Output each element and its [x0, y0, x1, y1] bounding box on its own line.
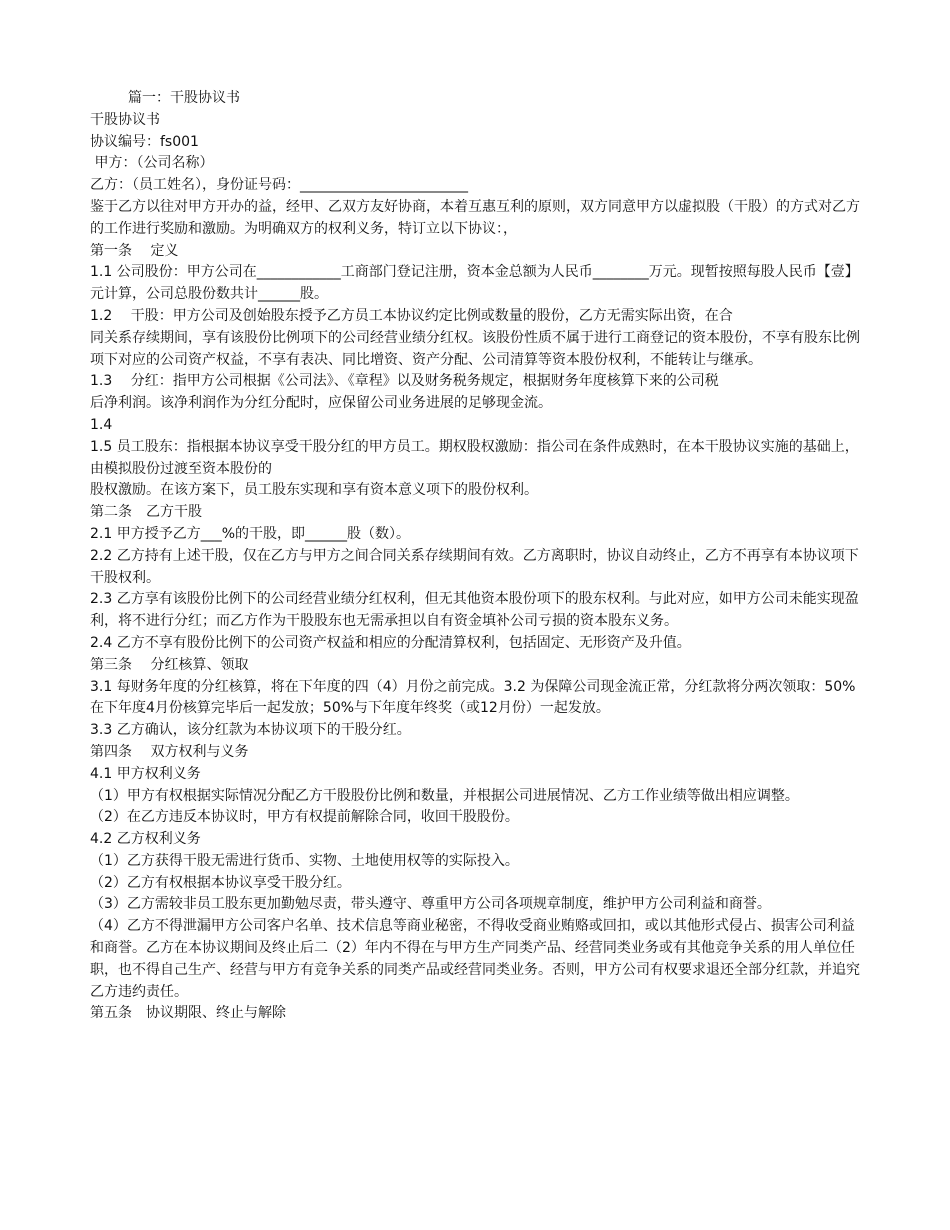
paragraph: 2.3 乙方享有该股份比例下的公司经营业绩分红权利，但无其他资本股份项下的股东权利。与此对应，如甲方公司未能实现盈利，将不进行分红；而乙方作为干股股东也无需承担以自有资金填补公司亏损的资本股东义务。 [90, 591, 859, 630]
paragraph: （2）在乙方违反本协议时，甲方有权提前解除合同，收回干股股份。 [90, 809, 519, 826]
paragraph: 4.1 甲方权利义务 [90, 765, 201, 782]
paragraph: 第一条 定义 [90, 242, 179, 259]
paragraph: 2.2 乙方持有上述干股，仅在乙方与甲方之间合同关系存续期间有效。乙方离职时，协议自动终止，乙方不再享有本协议项下干股权利。 [90, 547, 859, 586]
paragraph: （4）乙方不得泄漏甲方公司客户名单、技术信息等商业秘密，不得收受商业贿赂或回扣，或以其他形式侵占、损害公司利益和商誉。乙方在本协议期间及终止后二（2）年内不得在与甲方生产同类产品、经营同类业务或有其他竞争关系的用人单位任职，也不得自己生产、经营与甲方有竞争关系的同类产品或经营同类业务。否则，甲方公司有权要求退还全部分红款，并追究乙方违约责任。 [90, 918, 860, 1000]
document-title: 干股协议书 [90, 111, 160, 128]
paragraph: 第四条 双方权利与义务 [90, 743, 249, 760]
paragraph: （1）乙方获得干股无需进行货币、实物、土地使用权等的实际投入。 [90, 852, 519, 869]
paragraph: 第五条 协议期限、终止与解除 [90, 1005, 286, 1022]
paragraph: 3.3 乙方确认，该分红款为本协议项下的干股分红。 [90, 722, 411, 739]
paragraph: 乙方：（员工姓名），身份证号码：________________________ [90, 177, 468, 194]
document-page [90, 88, 862, 1025]
paragraph: 1.3 分红：指甲方公司根据《公司法》、《章程》以及财务税务规定，根据财务年度核算下来的公司税 [90, 373, 719, 390]
paragraph: 后净利润。该净利润作为分红分配时，应保留公司业务进展的足够现金流。 [90, 395, 552, 412]
paragraph: 1.2 干股：甲方公司及创始股东授予乙方员工本协议约定比例或数量的股份，乙方无需实际出资，在合 [90, 307, 733, 324]
paragraph: 1.4 [90, 416, 113, 433]
paragraph: （3）乙方需较非员工股东更加勤勉尽责，带头遵守、尊重甲方公司各项规章制度，维护甲方公司利益和商誉。 [90, 896, 771, 913]
paragraph: 1.1 公司股份：甲方公司在____________工商部门登记注册，资本金总额为人民币________万元。现暂按照每股人民币【壹】元计算，公司总股份数共计______股。 [90, 264, 859, 303]
document-body [90, 132, 862, 1026]
paragraph: 鉴于乙方以往对甲方开办的益，经甲、乙双方友好协商，本着互惠互利的原则，双方同意甲方以虚拟股（干股）的方式对乙方的工作进行奖励和激励。为明确双方的权利义务，特订立以下协议：， [90, 198, 860, 237]
paragraph: （2）乙方有权根据本协议享受干股分红。 [90, 874, 351, 891]
paragraph: 同关系存续期间，享有该股份比例项下的公司经营业绩分红权。该股份性质不属于进行工商登记的资本股份，不享有股东比例项下对应的公司资产权益，不享有表决、同比增资、资产分配、公司清算等资本股份权利，不能转让与继承。 [90, 329, 860, 368]
paragraph: 第二条 乙方干股 [90, 504, 202, 521]
section-title: 篇一：干股协议书 [128, 90, 240, 106]
paragraph: 第三条 分红核算、领取 [90, 656, 249, 673]
paragraph: 股权激励。在该方案下，员工股东实现和享有资本意义项下的股份权利。 [90, 482, 538, 499]
paragraph: 2.1 甲方授予乙方___%的干股，即______股（数）。 [90, 525, 411, 542]
paragraph: （1）甲方有权根据实际情况分配乙方干股股份比例和数量，并根据公司进展情况、乙方工作业绩等做出相应调整。 [90, 787, 799, 804]
paragraph: 2.4 乙方不享有股份比例下的公司资产权益和相应的分配清算权利，包括固定、无形资产及升值。 [90, 634, 691, 651]
paragraph: 4.2 乙方权利义务 [90, 831, 201, 848]
paragraph: 协议编号：fs001 [90, 133, 199, 150]
paragraph: 3.1 每财务年度的分红核算，将在下年度的四（4）月份之前完成。3.2 为保障公司现金流正常，分红款将分两次领取：50%在下年度4月份核算完毕后一起发放；50%与下年度年终奖（或12月份）一起发放。 [90, 678, 856, 717]
paragraph: 甲方：（公司名称） [90, 155, 214, 172]
paragraph: 1.5 员工股东：指根据本协议享受干股分红的甲方员工。期权股权激励：指公司在条件成熟时，在本干股协议实施的基础上，由模拟股份过渡至资本股份的 [90, 438, 859, 477]
